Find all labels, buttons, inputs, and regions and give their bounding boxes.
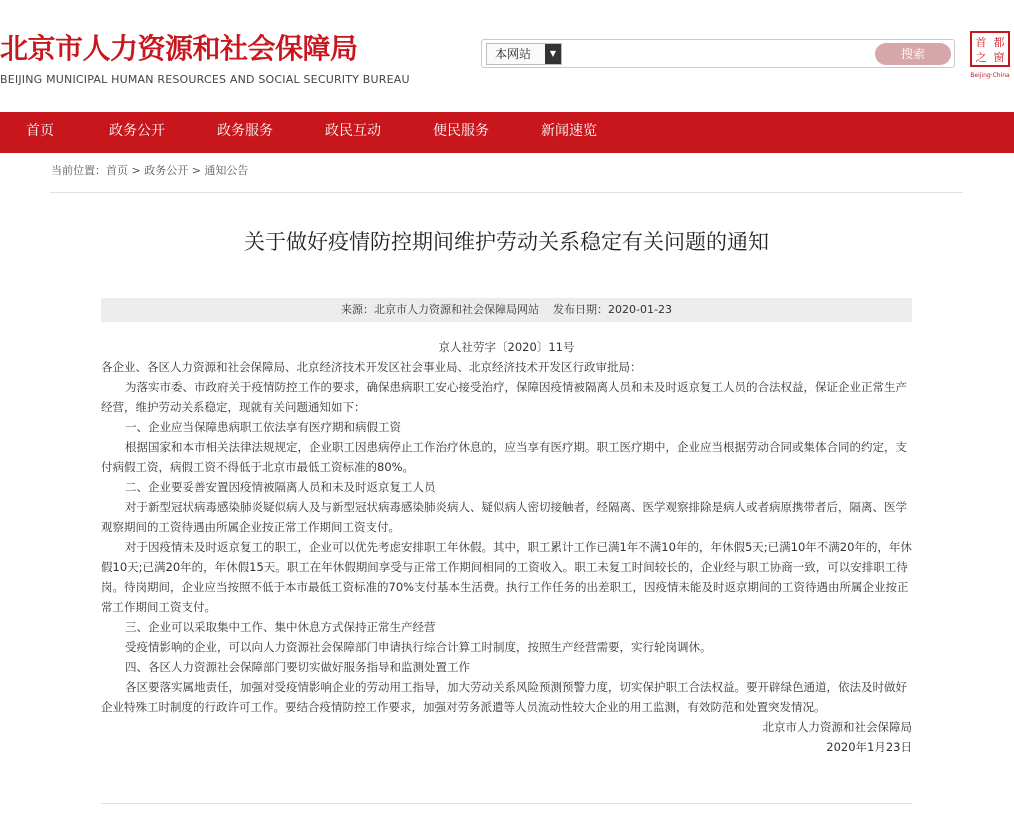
search-scope-label: 本网站: [495, 47, 532, 61]
section-heading-3: 三、企业可以采取集中工作、集中休息方式保持正常生产经营: [125, 620, 436, 634]
badge-char-2: 都: [993, 36, 1005, 49]
paragraph-2b: 对于因疫情未及时返京复工的职工，企业可以优先考虑安排职工年休假。其中，职工累计工作已满1年不满10年的，年休假5天;已满10年不满20年的，年休假10天;已满20年的，年休假15天。职工在年休假期间享受与正常工作期间相同的工资收入。职工未复工时间较长的，企业经与职工协商一致，可以安排职工待岗。待岗期间，企业应当按照不低于本市最低工资标准的70%支付基本生活费。执行工作任务的出差职工，因疫情未能及时返京期间的工资待遇由所属企业按正常工作期间工资支付。: [101, 540, 912, 614]
document-number: 京人社劳字〔2020〕11号: [438, 340, 575, 354]
breadcrumb[interactable]: 当前位置：首页 > 政务公开 > 通知公告: [51, 164, 249, 177]
signature: 北京市人力资源和社会保障局: [762, 720, 912, 734]
breadcrumb-divider: [50, 192, 963, 193]
nav-item-convenience-services[interactable]: 便民服务: [433, 123, 489, 139]
badge-caption: Beijing·China: [970, 72, 1010, 79]
search-input[interactable]: [568, 44, 852, 66]
badge-char-4: 窗: [993, 51, 1005, 64]
paragraph-1: 根据国家和本市相关法律法规规定，企业职工因患病停止工作治疗休息的，应当享有医疗期。职工医疗期中，企业应当根据劳动合同或集体合同的约定，支付病假工资，病假工资不得低于北京市最低工资标准的80%。: [101, 440, 907, 474]
main-nav: [0, 112, 1014, 153]
nav-item-government-affairs[interactable]: 政务公开: [109, 123, 165, 139]
issue-date: 2020年1月23日: [826, 740, 912, 754]
chevron-down-icon[interactable]: ▼: [545, 44, 561, 64]
badge-char-1: 首: [975, 36, 987, 49]
section-heading-1: 一、企业应当保障患病职工依法享有医疗期和病假工资: [125, 420, 401, 434]
paragraph-2a: 对于新型冠状病毒感染肺炎疑似病人及与新型冠状病毒感染肺炎病人、疑似病人密切接触者，经隔离、医学观察排除是病人或者病原携带者后，隔离、医学观察期间的工资待遇由所属企业按正常工作期间工资支付。: [101, 500, 907, 534]
article-meta: 来源：北京市人力资源和社会保障局网站 发布日期：2020-01-23: [101, 298, 912, 322]
site-logo-title[interactable]: 北京市人力资源和社会保障局: [0, 32, 358, 65]
article-bottom-divider: [101, 803, 912, 804]
search-bar: [481, 39, 955, 68]
nav-item-home[interactable]: 首页: [26, 123, 54, 139]
addressee: 各企业、各区人力资源和社会保障局、北京经济技术开发区社会事业局、北京经济技术开发区行政审批局：: [101, 360, 642, 374]
site-logo-subtitle: BEIJING MUNICIPAL HUMAN RESOURCES AND SOCIAL SECURITY BUREAU: [0, 73, 410, 86]
badge-char-3: 之: [975, 51, 987, 64]
paragraph-intro: 为落实市委、市政府关于疫情防控工作的要求，确保患病职工安心接受治疗，保障因疫情被隔离人员和未及时返京复工人员的合法权益，保证企业正常生产经营，维护劳动关系稳定，现就有关问题通知如下：: [101, 380, 907, 414]
search-button[interactable]: 搜索: [875, 43, 951, 65]
site-header: [0, 0, 1014, 112]
paragraph-4: 各区要落实属地责任，加强对受疫情影响企业的劳动用工指导，加大劳动关系风险预测预警力度，切实保护职工合法权益。要开辟绿色通道，依法及时做好企业特殊工时制度的行政许可工作。要结合疫情防控工作要求，加强对劳务派遣等人员流动性较大企业的用工监测，有效防范和处置突发情况。: [101, 680, 907, 714]
capital-window-badge-icon[interactable]: [966, 30, 1014, 80]
article-title: 关于做好疫情防控期间维护劳动关系稳定有关问题的通知: [244, 230, 769, 254]
section-heading-2: 二、企业要妥善安置因疫情被隔离人员和未及时返京复工人员: [125, 480, 436, 494]
article-body: [101, 337, 912, 757]
section-heading-4: 四、各区人力资源社会保障部门要切实做好服务指导和监测处置工作: [125, 660, 470, 674]
search-scope-select[interactable]: [486, 43, 562, 65]
nav-item-government-services[interactable]: 政务服务: [217, 123, 273, 139]
nav-item-news[interactable]: 新闻速览: [541, 123, 597, 139]
nav-item-public-interaction[interactable]: 政民互动: [325, 123, 381, 139]
paragraph-3: 受疫情影响的企业，可以向人力资源社会保障部门申请执行综合计算工时制度，按照生产经营需要，实行轮岗调休。: [125, 640, 712, 654]
